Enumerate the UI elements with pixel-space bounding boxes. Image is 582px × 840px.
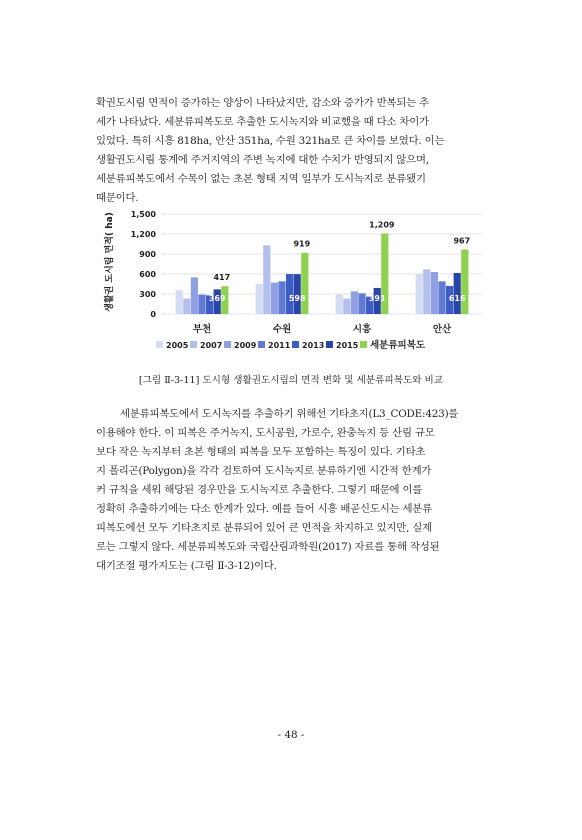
legend-label: 2007 — [200, 341, 223, 350]
y-axis-label: 생활권 도시림 면적( ha) — [105, 212, 115, 312]
legend-label: 2005 — [166, 341, 189, 350]
legend-swatch — [326, 341, 333, 348]
category-label: 부천 — [192, 324, 212, 335]
y-tick-label: 1,500 — [130, 210, 156, 219]
bar-0-3 — [198, 295, 205, 314]
paragraph-line: 정확히 추출하기에는 다소 한계가 있다. 예를 들어 시흥 배곧신도시는 세분류 — [96, 503, 432, 515]
legend-swatch — [156, 341, 163, 348]
bar-2-1 — [343, 299, 350, 314]
paragraph-line: 커 규칙을 세워 해당된 경우만을 도시녹지로 추출한다. 그렇기 때문에 이를 — [96, 484, 423, 496]
figure-caption: [그림 Ⅱ-3-11] 도시형 생활권도시림의 면적 변화 및 세분류피복도와 비교 — [138, 375, 444, 386]
bar-0-0 — [176, 290, 183, 314]
category-label: 시흥 — [352, 324, 372, 335]
body-paragraph-2 — [96, 405, 488, 576]
bar-1-2 — [271, 283, 278, 314]
page-number: - 48 - — [277, 729, 305, 741]
category-label: 안산 — [432, 324, 452, 335]
bar-2-0 — [336, 295, 343, 314]
legend-label: 2011 — [268, 341, 291, 350]
paragraph-line: 대기조절 평가지도는 (그림 Ⅱ-3-12)이다. — [96, 560, 277, 572]
bar-0-1 — [183, 299, 190, 314]
bar-3-3 — [438, 281, 445, 314]
bar-1-6 — [301, 253, 308, 314]
data-label-2015: 598 — [288, 294, 306, 303]
bar-1-0 — [256, 284, 263, 314]
paragraph-line: 세가 나타났다. 세분류피복도로 추출한 도시녹지와 비교했을 때 다소 차이가 — [96, 116, 429, 128]
paragraph-line: 이용해야 한다. 이 피복은 주거녹지, 도시공원, 가로수, 완충녹지 등 산림 규모 — [96, 427, 435, 439]
bar-1-3 — [278, 281, 285, 314]
bar-3-1 — [423, 269, 430, 314]
paragraph-line: 때문이다. — [96, 192, 139, 204]
legend-swatch — [360, 341, 367, 348]
paragraph-line: 보다 작은 녹지부터 초본 형태의 피복을 모두 포함하는 특징이 있다. 기타초 — [96, 446, 426, 458]
y-tick-label: 0 — [150, 310, 156, 319]
body-paragraph-1 — [96, 94, 488, 208]
legend-swatch — [224, 341, 231, 348]
data-label-2015: 369 — [208, 294, 226, 303]
bar-0-2 — [191, 277, 198, 314]
paragraph-line: 있었다. 특히 시흥 818ha, 안산 351ha, 수원 321ha로 큰 차이를 보였다. 이는 — [96, 135, 445, 147]
paragraph-line: 생활권도시림 통계에 주거지역의 주변 녹지에 대한 수치가 반영되지 않으며, — [96, 154, 429, 166]
legend-swatch — [190, 341, 197, 348]
bar-1-1 — [263, 245, 270, 314]
paragraph-line: 확권도시림 면적이 증가하는 양상이 나타났지만, 감소와 증가가 반복되는 추 — [96, 97, 429, 109]
data-label-cover: 1,209 — [369, 220, 395, 230]
paragraph-line: 로는 그렇지 않다. 세분류피복도와 국립산림과학원(2017) 자료를 통해 작성된 — [96, 541, 440, 553]
legend-label: 2013 — [302, 341, 325, 350]
legend-label: 2015 — [336, 341, 359, 350]
y-tick-label: 600 — [139, 270, 156, 279]
paragraph-line: 피복도에선 모두 기타초지로 분류되어 있어 큰 면적을 차지하고 있지만, 실제 — [96, 522, 432, 534]
paragraph-line: 지 폴리곤(Polygon)을 각각 검토하여 도시녹지로 분류하기엔 시간적 한계가 — [96, 465, 432, 477]
y-tick-label: 900 — [139, 250, 156, 259]
area-comparison-bar-chart — [96, 204, 488, 364]
data-label-cover: 919 — [293, 239, 311, 249]
bar-3-2 — [431, 272, 438, 314]
data-label-2015: 391 — [368, 294, 386, 303]
y-tick-label: 1,200 — [130, 230, 156, 239]
legend-swatch — [292, 341, 299, 348]
legend-label: 2009 — [234, 341, 257, 350]
category-label: 수원 — [272, 324, 292, 335]
bar-2-3 — [358, 293, 365, 314]
data-label-cover: 417 — [213, 273, 231, 283]
data-label-cover: 967 — [453, 236, 471, 246]
legend-label: 세분류피복도 — [370, 340, 426, 351]
legend-swatch — [258, 341, 265, 348]
y-tick-label: 300 — [139, 290, 156, 299]
bar-3-6 — [461, 250, 468, 314]
bar-3-0 — [416, 274, 423, 314]
paragraph-line: 세분류피복도에서 도시녹지를 추출하기 위해선 기타초지(L3_CODE:423)를 — [120, 408, 459, 420]
data-label-2015: 616 — [448, 294, 466, 303]
paragraph-line: 세분류피복도에서 수목이 없는 초본 형태 지역 일부가 도시녹지로 분류됐기 — [96, 173, 426, 185]
bar-2-2 — [351, 291, 358, 314]
